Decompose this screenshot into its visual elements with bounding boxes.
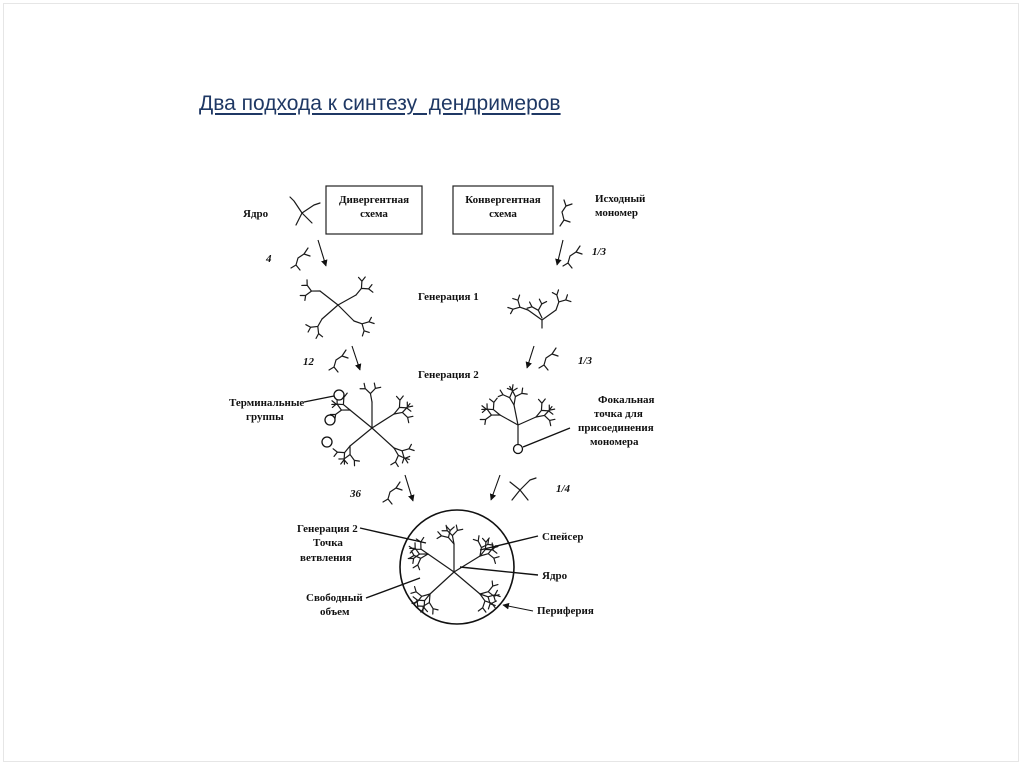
generation-1-convergent <box>504 286 572 328</box>
added-monomer-36 <box>383 482 402 504</box>
terminal-group-circle-3 <box>322 437 332 447</box>
terminal-group-circle-2 <box>325 415 335 425</box>
count-36: 36 <box>350 488 361 500</box>
added-monomer-12 <box>329 350 348 372</box>
branch-point-line-3: ветвления <box>300 552 352 564</box>
arrow-divergent-1 <box>318 240 326 266</box>
initial-monomer-line-1: Исходный <box>595 193 646 205</box>
final-dendrimer <box>400 510 514 624</box>
added-monomer-1-3-b <box>539 348 558 370</box>
focal-point-line-4: мономера <box>590 436 639 448</box>
branch-point-line-1: Генерация 2 <box>297 523 358 535</box>
generation-1-divergent <box>297 273 377 342</box>
initial-monomer-molecule <box>560 200 572 226</box>
arrow-divergent-2 <box>352 346 360 370</box>
added-monomer-1-4 <box>510 478 536 500</box>
free-volume-line-2: объем <box>320 606 350 618</box>
terminal-group-circle-1 <box>334 390 344 400</box>
added-monomer-4 <box>291 248 310 270</box>
convergent-line-1: Конвергентная <box>465 194 541 206</box>
focal-point-circle <box>514 445 523 454</box>
divergent-line-2: схема <box>360 208 388 220</box>
arrow-divergent-3 <box>405 475 413 501</box>
final-core-label: Ядро <box>542 570 568 582</box>
core-molecule <box>290 197 320 225</box>
focal-point-line-3: присоединения <box>578 422 654 434</box>
convergent-line-2: схема <box>489 208 517 220</box>
added-monomer-1-3-a <box>563 246 582 268</box>
focal-point-line-1: Фокальная <box>598 394 655 406</box>
generation-2-convergent <box>477 382 557 445</box>
branch-point-pointer <box>360 528 426 543</box>
free-volume-pointer <box>366 578 420 598</box>
free-volume-line-1: Свободный <box>306 592 363 604</box>
final-core-pointer <box>460 567 538 575</box>
focal-point-line-2: точка для <box>594 408 643 420</box>
arrow-convergent-1 <box>557 240 563 265</box>
slide-title: Два подхода к синтезу дендримеров <box>199 92 561 115</box>
branch-point-line-2: Точка <box>313 537 343 549</box>
ratio-1-3-a: 1/3 <box>592 246 607 258</box>
terminal-groups-line-2: группы <box>246 411 284 423</box>
generation-1-label: Генерация 1 <box>418 291 479 303</box>
ratio-1-4: 1/4 <box>556 483 571 495</box>
initial-monomer-line-2: мономер <box>595 207 638 219</box>
spacer-label: Спейсер <box>542 531 584 543</box>
terminal-groups-line-1: Терминальные <box>229 397 305 409</box>
count-4: 4 <box>266 253 272 265</box>
divergent-line-1: Дивергентная <box>338 194 410 206</box>
ratio-1-3-b: 1/3 <box>578 355 593 367</box>
generation-2-label: Генерация 2 <box>418 369 479 381</box>
terminal-groups-pointer <box>304 396 334 402</box>
arrow-convergent-3 <box>491 475 500 500</box>
count-12: 12 <box>303 356 314 368</box>
arrow-convergent-2 <box>527 346 534 368</box>
periphery-pointer <box>503 605 533 611</box>
focal-point-pointer <box>523 428 570 447</box>
core-label: Ядро <box>243 208 269 220</box>
periphery-label: Периферия <box>537 605 594 617</box>
